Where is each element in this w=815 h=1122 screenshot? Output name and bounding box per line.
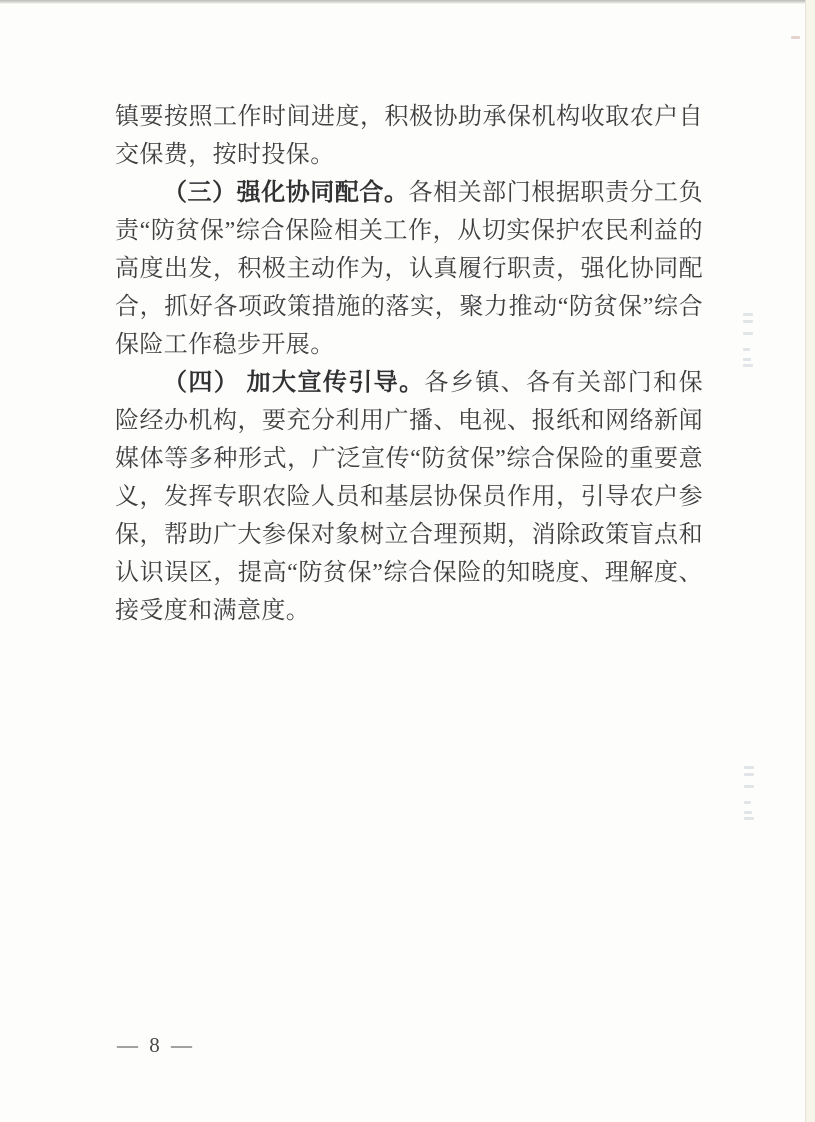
paragraph-heading: （三）强化协同配合。: [163, 180, 409, 206]
paragraph-item-4: [115, 364, 703, 630]
paragraph-item-3: [115, 174, 703, 364]
paragraph-text: 各相关部门根据职责分工负责“防贫保”综合保险相关工作，从切实保护农民利益的高度出发，积极主动作为，认真履行职责，强化协同配合，抓好各项政策措施的落实，聚力推动“防贫保”综合保险工作稳步开展。: [115, 180, 703, 358]
ink-bleedthrough-marks: [744, 766, 754, 820]
ink-bleedthrough-marks: [743, 313, 753, 367]
paragraph-heading: （四） 加大宣传引导。: [163, 370, 425, 396]
scan-artifact: [791, 36, 800, 39]
document-body: [115, 98, 703, 630]
scanner-right-edge: [806, 0, 815, 1122]
paragraph-text: 镇要按照工作时间进度，积极协助承保机构收取农户自交保费，按时投保。: [115, 104, 703, 168]
paragraph-text: 各乡镇、各有关部门和保险经办机构，要充分利用广播、电视、报纸和网络新闻媒体等多种形式，广泛宣传“防贫保”综合保险的重要意义，发挥专职农险人员和基层协保员作用，引导农户参保，帮助广大参保对象树立合理预期，消除政策盲点和认识误区，提高“防贫保”综合保险的知晓度、理解度、接受度和满意度。: [115, 370, 703, 624]
paragraph-continuation: [115, 98, 703, 174]
scanner-top-edge: [0, 0, 815, 4]
page-number: — 8 —: [117, 1033, 195, 1057]
